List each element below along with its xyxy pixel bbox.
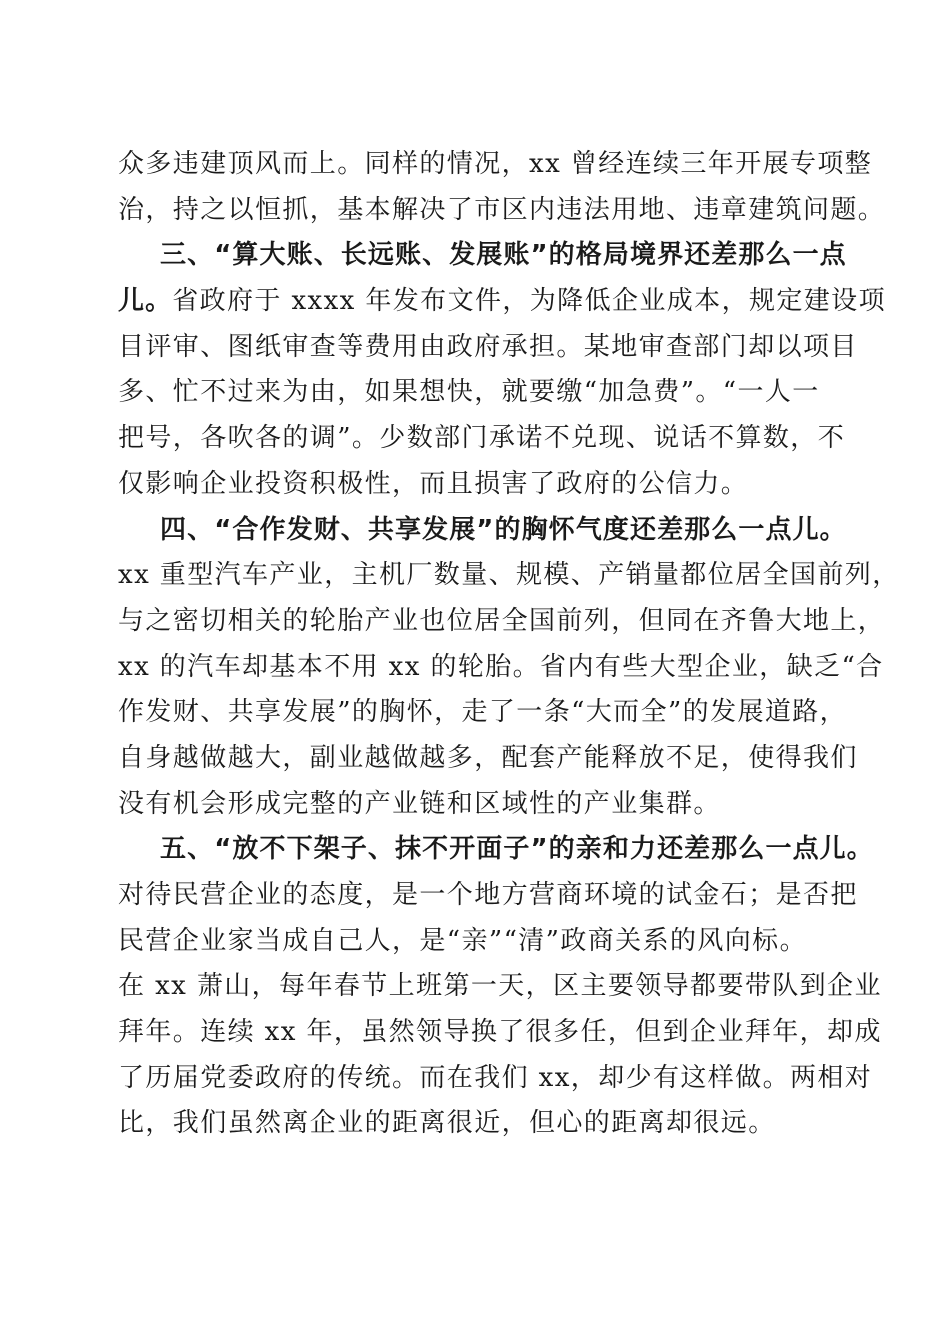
text-line: xx 的汽车却基本不用 xx 的轮胎。省内有些大型企业，缺乏“合 (118, 651, 884, 682)
text-line: 自身越做越大，副业越做越多，配套产能释放不足，使得我们 (118, 742, 858, 773)
text-line (118, 279, 886, 325)
text-line: 与之密切相关的轮胎产业也位居全国前列，但同在齐鲁大地上， (118, 605, 886, 636)
text-line: 仅影响企业投资积极性，而且损害了政府的公信力。 (118, 468, 749, 499)
section-heading-three-end: 儿。 (118, 286, 173, 317)
text-line: 比，我们虽然离企业的距离很近，但心的距离却很远。 (118, 1108, 776, 1139)
text-line: 没有机会形成完整的产业链和区域性的产业集群。 (118, 788, 721, 819)
document-body (118, 142, 900, 1147)
text-line: 拜年。连续 xx 年，虽然领导换了很多任，但到企业拜年，却成 (118, 1017, 882, 1048)
text-line: 多、忙不过来为由，如果想快，就要缴“加急费”。“一人一 (118, 377, 820, 408)
section-heading-four: 四、“合作发财、共享发展”的胸怀气度还差那么一点儿。 (160, 514, 847, 545)
text-line: 了历届党委政府的传统。而在我们 xx，却少有这样做。两相对 (118, 1062, 873, 1093)
text-line: 作发财、共享发展”的胸怀，走了一条“大而全”的发展道路， (118, 697, 848, 728)
text-line: 对待民营企业的态度，是一个地方营商环境的试金石；是否把 (118, 880, 858, 910)
section-heading-five: 五、“放不下架子、抹不开面子”的亲和力还差那么一点儿。 (160, 834, 874, 865)
text-line: 把号，各吹各的调”。少数部门承诺不兑现、说话不算数，不 (118, 423, 846, 454)
text-line: 在 xx 萧山，每年春节上班第一天，区主要领导都要带队到企业 (118, 971, 882, 1002)
text-line: 民营企业家当成自己人，是“亲”“清”政商关系的风向标。 (118, 925, 807, 956)
text-line: 众多违建顶风而上。同样的情况，xx 曾经连续三年开展专项整 (118, 149, 873, 179)
section-heading-three: 三、“算大账、长远账、发展账”的格局境界还差那么一点 (160, 240, 847, 271)
text-line-rest: 省政府于 xxxx 年发布文件，为降低企业成本，规定建设项 (172, 286, 886, 317)
text-line: 治，持之以恒抓，基本解决了市区内违法用地、违章建筑问题。 (118, 194, 886, 225)
text-line: 目评审、图纸审查等费用由政府承担。某地审查部门却以项目 (118, 331, 858, 362)
text-line: xx 重型汽车产业，主机厂数量、规模、产销量都位居全国前列， (118, 560, 900, 591)
